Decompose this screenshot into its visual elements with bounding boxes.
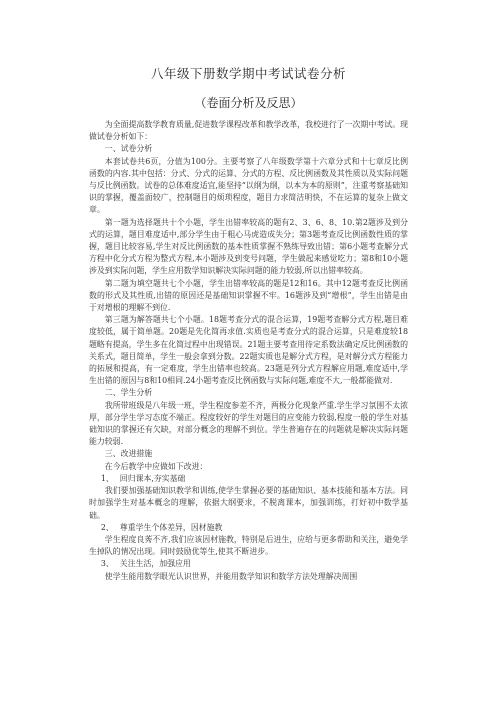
measure-item-2-title: 尊重学生个体差异，因材施教 [119, 522, 223, 532]
section3-heading: 三、改进措施 [104, 449, 153, 459]
section2-heading: 二、学生分析 [104, 388, 153, 398]
section1-paragraph-3: 第二题为填空题共七个小题，学生出错率较高的题是12和16。其中12题考查反比例函数的形式及其性质,出错的原因还是基础知识掌握不牢。16题涉及到“增根”，学生出错是由于对增根的理解不到位. [89, 278, 408, 313]
section1-heading: 一、试卷分析 [104, 144, 153, 154]
intro-paragraph: 为全面提高数学教育质量,促进数学课程改革和教学改革，我校进行了一次期中考试。现做试卷分析如下： [89, 120, 408, 142]
measure-item-2-body: 学生程度良莠不齐,我们应该因材施教，特别是后进生，应给与更多帮助和关注，避免学生掉队的情况出现。同时鼓励优等生,使其不断进步。 [89, 534, 408, 557]
section1-paragraph-2: 第一题为选择题共十个小题，学生出错率较高的题有2、3、6、8、10.第2题涉及到分式的运算，题目难度适中,部分学生由于粗心马虎造成失分；第3题考查反比例函数性质的掌握，题目比较容易,学生对反比例函数的基本性质掌握不熟练导致出错；第6小题考查解分式方程中化分式方程为整式方程,本小题涉及到变号问题，学生做起来感觉吃力；第8和10小题涉及到实际问题，学生应用数学知识解决实际问题的能力较弱,所以出错率较高。 [89, 217, 408, 276]
measure-item-3-number: 3、 [100, 559, 114, 569]
measure-item-2-number: 2、 [100, 522, 114, 532]
measure-item-3-body: 使学生能用数学眼光认识世界，并能用数学知识和数学方法处理解决周围 [104, 571, 358, 581]
measure-item-3-title: 关注生活，加强应用 [119, 559, 191, 569]
measure-item-1-heading [89, 473, 408, 485]
measure-item-1-number: 1、 [100, 473, 114, 483]
section2-paragraph-1: 我所带班级是八年级一班，学生程度参差不齐，两极分化现象严重.学生学习氛围不太浓厚，部分学生学习态度不端正。程度较好的学生对题目的应变能力较弱,程度一般的学生对基础知识的掌握还有欠缺，对部分概念的理解不到位。学生普遍存在的问题就是解决实际问题能力较弱. [89, 400, 408, 447]
measure-item-1-title: 回归课本,夯实基础 [119, 473, 186, 483]
section3-intro: 在今后教学中应做如下改进： [104, 461, 208, 471]
measure-item-1-body: 我们要加强基础知识教学和训练,使学生掌握必要的基础知识、基本技能和基本方法。同时加强学生对基本概念的理解，依据大纲要求，不脱离课本，加强训练，打好初中数学基础。 [89, 486, 408, 520]
section1-paragraph-4: 第三题为解答题共七个小题。18题考查分式的混合运算，19题考查解分式方程,题目难度较低，属于简单题。20题是先化简再求值.实质也是考查分式的混合运算，只是难度较18题略有提高，学生多在化简过程中出现错误。21题主要考查用待定系数法确定反比例函数的关系式，题目简单，学生一般会拿到分数。22题实质也是解分式方程，是对解分式方程能力的拓展和提高，有一定难度，学生出错率也较高。23题是列分式方程解应用题,难度适中,学生出错的原因与8和10相同.24小题考查反比例函数与实际问题,难度不大,一般都能做对. [89, 315, 408, 386]
measure-item-3-heading [89, 558, 408, 570]
document-title: 八年级下册数学期中考试试卷分析 [150, 66, 346, 81]
measure-item-2-heading [89, 522, 408, 534]
document-subtitle: （卷面分析及反思） [194, 96, 303, 110]
section1-paragraph-1: 本套试卷共6页，分值为100分。主要考察了八年级数学第十六章分式和十七章反比例函数的内容.其中包括：分式、分式的运算、分式的方程、反比例函数及其性质以及实际问题与反比例函数。试卷的总体难度适宜,能坚持“以纲为纲，以本为本的原则”，注重考察基础知识的掌握，覆盖面较广，控制题目的烦琐程度，题目力求简洁明快，不在运算的复杂上做文章。 [89, 156, 408, 215]
